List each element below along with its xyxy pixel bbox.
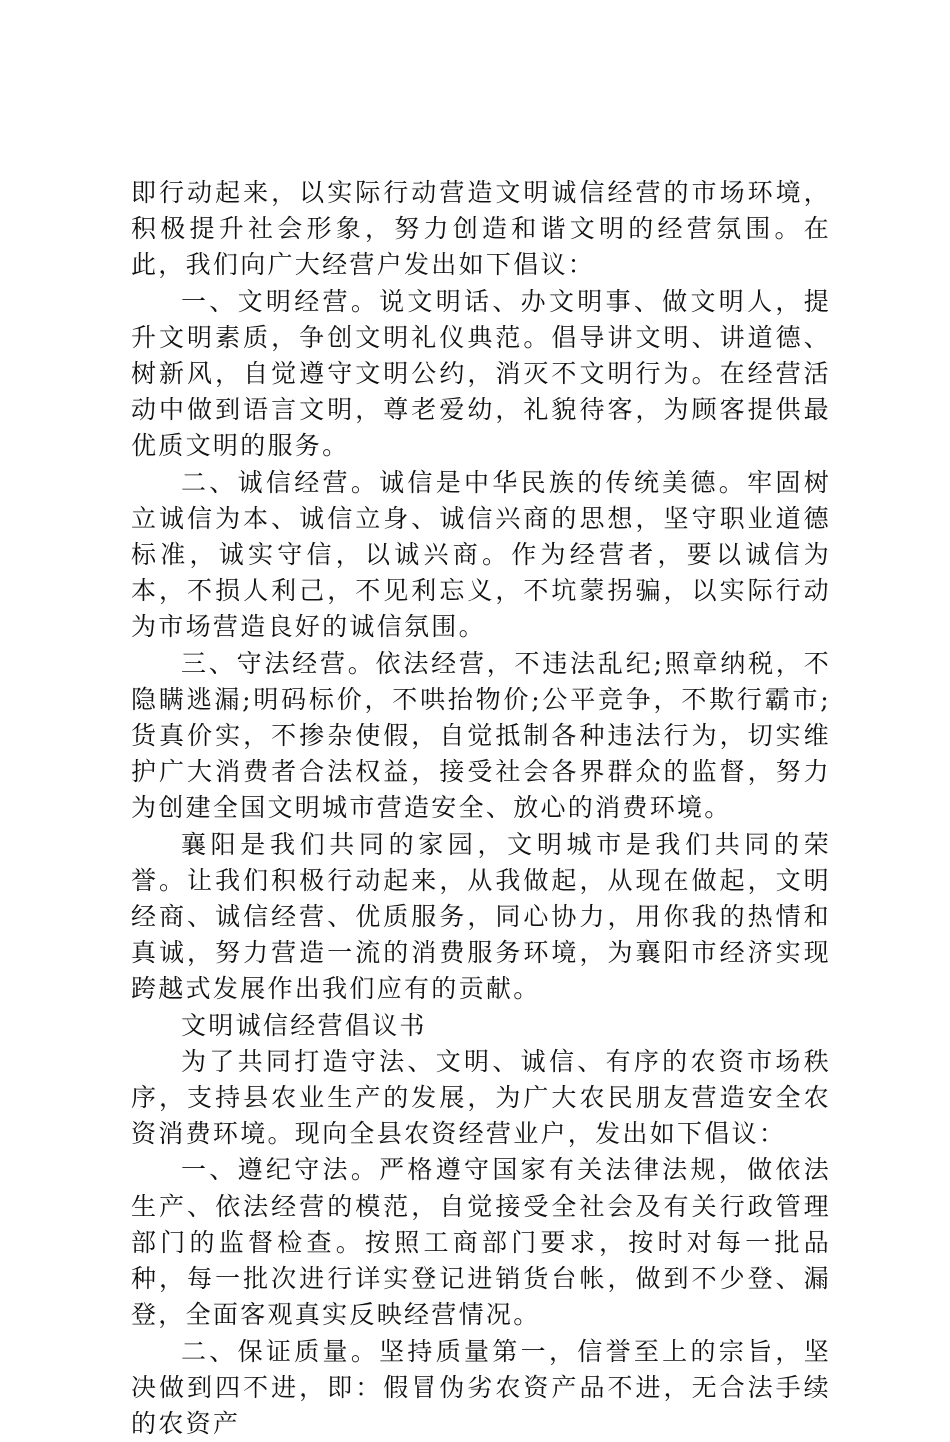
section-title: 文明诚信经营倡议书	[131, 1008, 831, 1044]
paragraph-obey-law: 一、遵纪守法。严格遵守国家有关法律法规，做依法生产、依法经营的模范，自觉接受全社会及有关行政管理部门的监督检查。按照工商部门要求，按时对每一批品种，每一批次进行详实登记进销货台帐，做到不少登、漏登，全面客观真实反映经营情况。	[131, 1152, 831, 1333]
paragraph-agri-intro: 为了共同打造守法、文明、诚信、有序的农资市场秩序，支持县农业生产的发展，为广大农民朋友营造安全农资消费环境。现向全县农资经营业户，发出如下倡议：	[131, 1044, 831, 1153]
paragraph-civilized-business: 一、文明经营。说文明话、办文明事、做文明人，提升文明素质，争创文明礼仪典范。倡导讲文明、讲道德、树新风，自觉遵守文明公约，消灭不文明行为。在经营活动中做到语言文明，尊老爱幼，礼貌待客，为顾客提供最优质文明的服务。	[131, 284, 831, 465]
paragraph-ensure-quality: 二、保证质量。坚持质量第一，信誉至上的宗旨，坚决做到四不进，即：假冒伪劣农资产品不进，无合法手续的农资产	[131, 1334, 831, 1442]
paragraph-honest-business: 二、诚信经营。诚信是中华民族的传统美德。牢固树立诚信为本、诚信立身、诚信兴商的思想，坚守职业道德标准，诚实守信，以诚兴商。作为经营者，要以诚信为本，不损人利己，不见利忘义，不坑蒙拐骗，以实际行动为市场营造良好的诚信氛围。	[131, 465, 831, 646]
paragraph-intro-continuation: 即行动起来，以实际行动营造文明诚信经营的市场环境，积极提升社会形象，努力创造和谐文明的经营氛围。在此，我们向广大经营户发出如下倡议：	[131, 175, 831, 284]
document-body	[131, 175, 831, 1442]
paragraph-xiangyang-closing: 襄阳是我们共同的家园，文明城市是我们共同的荣誉。让我们积极行动起来，从我做起，从现在做起，文明经商、诚信经营、优质服务，同心协力，用你我的热情和真诚，努力营造一流的消费服务环境，为襄阳市经济实现跨越式发展作出我们应有的贡献。	[131, 827, 831, 1008]
paragraph-lawful-business: 三、守法经营。依法经营，不违法乱纪;照章纳税，不隐瞒逃漏;明码标价，不哄抬物价;公平竞争，不欺行霸市;货真价实，不掺杂使假，自觉抵制各种违法行为，切实维护广大消费者合法权益，接受社会各界群众的监督，努力为创建全国文明城市营造安全、放心的消费环境。	[131, 646, 831, 827]
